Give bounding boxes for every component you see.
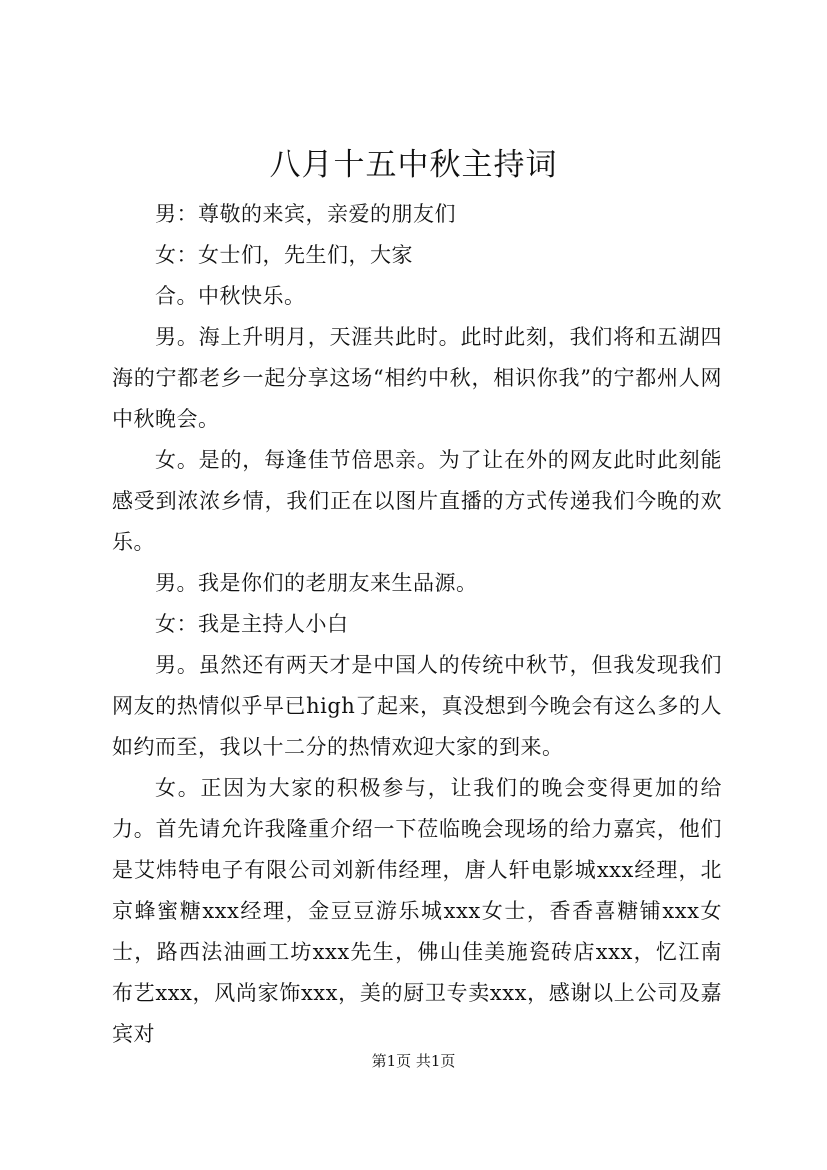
- paragraph-5: 女。是的，每逢佳节倍思亲。为了让在外的网友此时此刻能感受到浓浓乡情，我们正在以图片直播的方式传递我们今晚的欢乐。: [112, 448, 722, 554]
- paragraph-2: 女：女士们，先生们，大家: [155, 243, 413, 267]
- paragraph-7: 女：我是主持人小白: [155, 612, 349, 636]
- paragraph-3: 合。中秋快乐。: [155, 284, 306, 308]
- paragraph-1: 男：尊敬的来宾，亲爱的朋友们: [155, 202, 456, 226]
- document-body: [112, 194, 722, 1055]
- paragraph-6: 男。我是你们的老朋友来生品源。: [155, 571, 478, 595]
- paragraph-8: 男。虽然还有两天才是中国人的传统中秋节，但我发现我们网友的热情似乎早已high了起来，真没想到今晚会有这么多的人如约而至，我以十二分的热情欢迎大家的到来。: [112, 653, 722, 759]
- paragraph-9: 女。正因为大家的积极参与，让我们的晚会变得更加的给力。首先请允许我隆重介绍一下莅临晚会现场的给力嘉宾，他们是艾炜特电子有限公司刘新伟经理，唐人轩电影城xxx经理，北京蜂蜜糖xxx经理，金豆豆游乐城xxx女士，香香喜糖铺xxx女士，路西法油画工坊xxx先生，佛山佳美施瓷砖店xxx，忆江南布艺xxx，风尚家饰xxx，美的厨卫专卖xxx，感谢以上公司及嘉宾对: [112, 776, 722, 1046]
- paragraph-4: 男。海上升明月，天涯共此时。此时此刻，我们将和五湖四海的宁都老乡一起分享这场“相约中秋，相识你我”的宁都州人网中秋晚会。: [112, 325, 722, 431]
- page-footer: 第1页 共1页: [371, 1052, 456, 1070]
- document-title: 八月十五中秋主持词: [269, 147, 558, 183]
